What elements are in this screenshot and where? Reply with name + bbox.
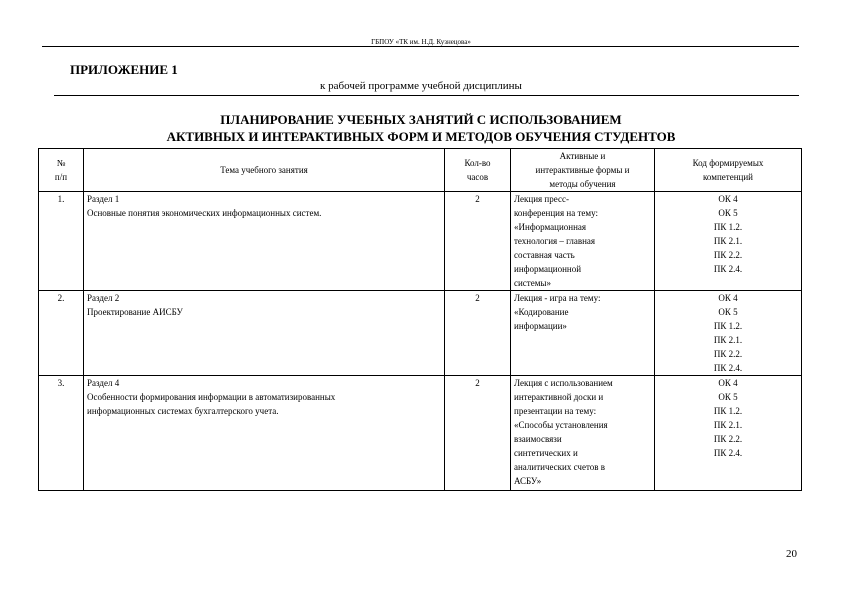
row-hours: 2 <box>445 291 511 376</box>
competency-code: ПК 2.4. <box>713 448 743 458</box>
header-line: интерактивные формы и <box>535 165 630 175</box>
header-topic <box>84 149 445 192</box>
form-line: составная часть <box>514 250 575 260</box>
competency-code: ОК 5 <box>718 208 738 218</box>
form-line: синтетических и <box>514 448 578 458</box>
form-line: «Способы установления <box>514 420 608 430</box>
competency-code: ПК 2.1. <box>713 236 743 246</box>
topic-line: Раздел 4 <box>87 378 120 388</box>
row-forms <box>511 291 655 376</box>
table-row <box>39 192 802 291</box>
header-line: № <box>56 158 66 168</box>
row-num: 2. <box>39 291 84 376</box>
row-hours: 2 <box>445 192 511 291</box>
header-hours <box>445 149 511 192</box>
header-line: методы обучения <box>549 179 616 189</box>
row-num: 3. <box>39 376 84 491</box>
form-line: аналитических счетов в <box>514 462 606 472</box>
competency-code: ОК 4 <box>718 293 738 303</box>
row-topic <box>84 376 445 491</box>
topic-line: Особенности формирования информации в автоматизированных <box>87 392 336 402</box>
topic-line: Раздел 2 <box>87 293 120 303</box>
page-number: 20 <box>786 548 797 560</box>
competency-code: ОК 5 <box>718 392 738 402</box>
form-line: информационной <box>514 264 582 274</box>
row-competencies <box>655 376 802 491</box>
competency-code: ОК 5 <box>718 307 738 317</box>
form-line: конференция на тему: <box>514 208 598 218</box>
form-line: Лекция - игра на тему: <box>514 293 601 303</box>
header-competencies <box>655 149 802 192</box>
topic-line: Основные понятия экономических информационных систем. <box>87 208 322 218</box>
form-line: системы» <box>514 278 551 288</box>
header-organization: ГБПОУ «ТК им. Н.Д. Кузнецова» <box>371 38 471 46</box>
form-line: технология – главная <box>514 236 596 246</box>
document-title-line: ПЛАНИРОВАНИЕ УЧЕБНЫХ ЗАНЯТИЙ С ИСПОЛЬЗОВАНИЕМ <box>220 112 622 127</box>
form-line: информации» <box>514 321 567 331</box>
competency-code: ПК 2.2. <box>713 434 743 444</box>
row-competencies <box>655 192 802 291</box>
competency-code: ПК 2.2. <box>713 349 743 359</box>
competency-code: ПК 2.1. <box>713 420 743 430</box>
row-num: 1. <box>39 192 84 291</box>
header-forms <box>511 149 655 192</box>
form-line: Лекция с использованием <box>514 378 613 388</box>
header-line: Активные и <box>559 151 606 161</box>
table-row <box>39 291 802 376</box>
competency-code: ПК 1.2. <box>713 321 743 331</box>
header-line: Тема учебного занятия <box>220 165 308 175</box>
header-line: часов <box>466 172 489 182</box>
header-line: п/п <box>54 172 68 182</box>
document-title-line: АКТИВНЫХ И ИНТЕРАКТИВНЫХ ФОРМ И МЕТОДОВ ОБУЧЕНИЯ СТУДЕНТОВ <box>166 129 676 144</box>
form-line: АСБУ» <box>514 476 542 486</box>
row-competencies <box>655 291 802 376</box>
competency-code: ПК 2.4. <box>713 264 743 274</box>
row-forms <box>511 376 655 491</box>
document-title <box>0 111 842 145</box>
header-line: Кол-во <box>464 158 491 168</box>
row-hours: 2 <box>445 376 511 491</box>
form-line: взаимосвязи <box>514 434 562 444</box>
appendix-subtitle: к рабочей программе учебной дисциплины <box>320 80 522 92</box>
subtitle-divider <box>54 95 799 96</box>
topic-line: информационных системах бухгалтерского учета. <box>87 406 279 416</box>
row-topic <box>84 192 445 291</box>
row-forms <box>511 192 655 291</box>
topic-line: Раздел 1 <box>87 194 120 204</box>
table-header-row <box>39 149 802 192</box>
competency-code: ОК 4 <box>718 194 738 204</box>
form-line: «Информационная <box>514 222 587 232</box>
form-line: Лекция пресс- <box>514 194 569 204</box>
form-line: интерактивной доски и <box>514 392 604 402</box>
row-topic <box>84 291 445 376</box>
lesson-plan-table <box>38 148 802 491</box>
topic-line: Проектирование АИСБУ <box>87 307 183 317</box>
form-line: «Кодирование <box>514 307 569 317</box>
form-line: презентации на тему: <box>514 406 597 416</box>
header-line: компетенций <box>703 172 753 182</box>
competency-code: ОК 4 <box>718 378 738 388</box>
competency-code: ПК 2.2. <box>713 250 743 260</box>
appendix-title: ПРИЛОЖЕНИЕ 1 <box>70 62 178 77</box>
competency-code: ПК 2.1. <box>713 335 743 345</box>
header-line: Код формируемых <box>692 158 764 168</box>
header-num <box>39 149 84 192</box>
competency-code: ПК 1.2. <box>713 222 743 232</box>
competency-code: ПК 1.2. <box>713 406 743 416</box>
table-row <box>39 376 802 491</box>
header-divider <box>42 46 799 47</box>
competency-code: ПК 2.4. <box>713 363 743 373</box>
